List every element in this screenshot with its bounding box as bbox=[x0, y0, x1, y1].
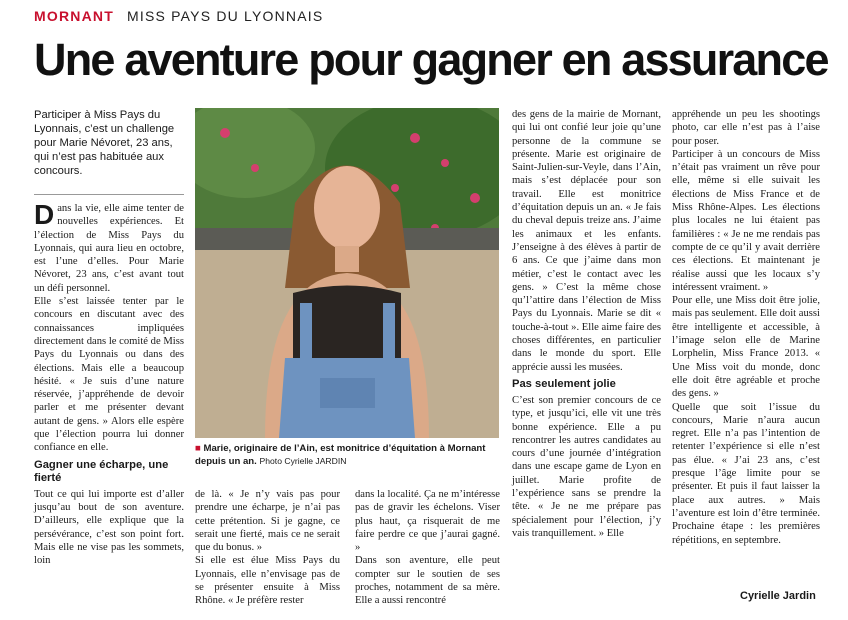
column-3 bbox=[355, 488, 500, 608]
paragraph: ans la vie, elle aime tenter de nouvelles expériences. Et l’élection de Miss Pays du Lyonnais, qui aura lieu en octobre, est l’une d’elles. Pour Marie Névoret, 23 ans, c’est avant tout un défi personnel. bbox=[34, 203, 184, 294]
paragraph: Dans son aventure, elle peut compter sur le soutien de ses proches, notamment de sa mère. Elle a aussi rencontré bbox=[355, 555, 500, 607]
drop-cap: D bbox=[34, 199, 55, 230]
paragraph: appréhende un peu les shootings photo, car elle n’est pas à l’aise pour poser. bbox=[672, 109, 820, 147]
paragraph: dans la localité. Ça ne m’intéresse pas de gravir les échelons. Viser plus haut, ça risquerait de me faire perdre ce que j’aurai gagné. » bbox=[355, 489, 500, 554]
paragraph: Quelle que soit l’issue du concours, Marie n’aura aucun regret. Elle n’a pas l’intention de retenter l’expérience si elle n’est pas élue. « J’ai 23 ans, c’est presque l’âge limite pour se présenter. Et puis il faut laisser la place aux autres. » Mais l’aventure est loin d’être terminée. Prochaine étape : les premières répétitions, en septembre. bbox=[672, 401, 820, 546]
column-5 bbox=[672, 108, 820, 547]
paragraph: de là. « Je n’y vais pas pour prendre une écharpe, je n’ai pas cette prétention. Si je gagne, ce serait une fierté, mais ce ne serait que du bonus. » bbox=[195, 489, 340, 554]
kicker-location: MORNANT bbox=[34, 8, 114, 24]
paragraph: Pour elle, une Miss doit être jolie, mais pas seulement. Elle doit aussi être intelligente et accessible, à l’image selon elle de Marine Lorphelin, Miss France 2013. « Une Miss voit du monde, donc elle doit être agréable et proche des gens. » bbox=[672, 295, 820, 400]
paragraph: Tout ce qui lui importe est d’aller jusqu’au bout de son aventure. D’ailleurs, elle explique que la persévérance, c’est son point fort. Mais elle ne vise pas les sommets, loin bbox=[34, 488, 184, 567]
portrait-photo bbox=[195, 108, 499, 438]
paragraph: des gens de la mairie de Mornant, qui lui ont confié leur joie qu’une personne de la commune se présente. Marie est originaire de Saint-Julien-sur-Veyle, dans l’Ain, mais s’est déplacée pour son travail. Elle est monitrice d’équitation depuis un an. « Je fais du cheval depuis treize ans. J’aime les animaux et les enfants. J’enseigne à des élèves à partir de 6 ans. Ce que j’aime dans mon métier, c’est le contact avec les gens. » C’est la même chose qu’l’attire dans l’élection de Miss Pays du Lyonnais. Marie se dit « touche-à-tout ». Elle aime faire des choses différentes, en particulier dans le monde du sport. Elle apprécie aussi les musées. bbox=[512, 109, 661, 373]
column-2 bbox=[195, 488, 340, 608]
standfirst-text: Participer à Miss Pays du Lyonnais, c’est un challenge pour Marie Névoret, 23 ans, qui n’est pas habituée aux concours. bbox=[34, 109, 175, 177]
caption-bullet: ■ bbox=[195, 443, 201, 454]
subheading: Pas seulement jolie bbox=[512, 377, 616, 390]
article-standfirst bbox=[34, 108, 184, 178]
paragraph: Elle s’est laissée tenter par le concours en discutant avec des connaissances impliquées directement dans le comité de Miss Pays du Lyonnais ou dans des élections. Mais elle a beaucoup hésité. « Je suis d’une nature réservée, j’appréhende de devoir parler et me présenter devant autant de gens. » Alors elle espère que l’élection pourra lui donner confiance en elle. bbox=[34, 296, 184, 454]
column-1 bbox=[34, 199, 184, 567]
standfirst-divider bbox=[34, 194, 184, 195]
headline: Une aventure pour gagner en assurance bbox=[34, 34, 828, 85]
kicker bbox=[34, 8, 323, 24]
caption-text: Marie, originaire de l’Ain, est monitrice d’équitation à Mornant depuis un an. bbox=[195, 443, 486, 467]
paragraph: C’est son premier concours de ce type, et jusqu’ici, elle vit une très bonne expérience. Elle a pu rencontrer les autres candidates au cours d’une journée d’intégration dans une escape game de Lyon en juillet. Marie profite de l’expérience sans se prendre la tête. « Je ne me prépare pas spécialement pour l’élection, j’y vais tranquillement. » Elle bbox=[512, 394, 661, 539]
portrait-illustration bbox=[195, 108, 499, 438]
author-signature: Cyrielle Jardin bbox=[740, 590, 816, 602]
subheading: Gagner une écharpe, une fierté bbox=[34, 458, 169, 484]
photo-credit: Photo Cyrielle JARDIN bbox=[259, 456, 347, 466]
photo-caption bbox=[195, 443, 505, 468]
paragraph: Participer à un concours de Miss n’était pas vraiment un rêve pour elle, même si elle suivait les élections de Miss France et de Miss Rhône-Alpes. Les élections plus locales ne lui étaient pas familières : « Je ne me rendais pas compte de ce qu’il y avait derrière ces élections. Et maintenant je réalise aussi que les locaux s’y intéressent vraiment. » bbox=[672, 148, 820, 293]
kicker-section: MISS PAYS DU LYONNAIS bbox=[127, 8, 324, 24]
paragraph: Si elle est élue Miss Pays du Lyonnais, elle n’envisage pas de se présenter ensuite à Miss Rhône. « Je préfère rester bbox=[195, 555, 340, 607]
column-4 bbox=[512, 108, 661, 540]
